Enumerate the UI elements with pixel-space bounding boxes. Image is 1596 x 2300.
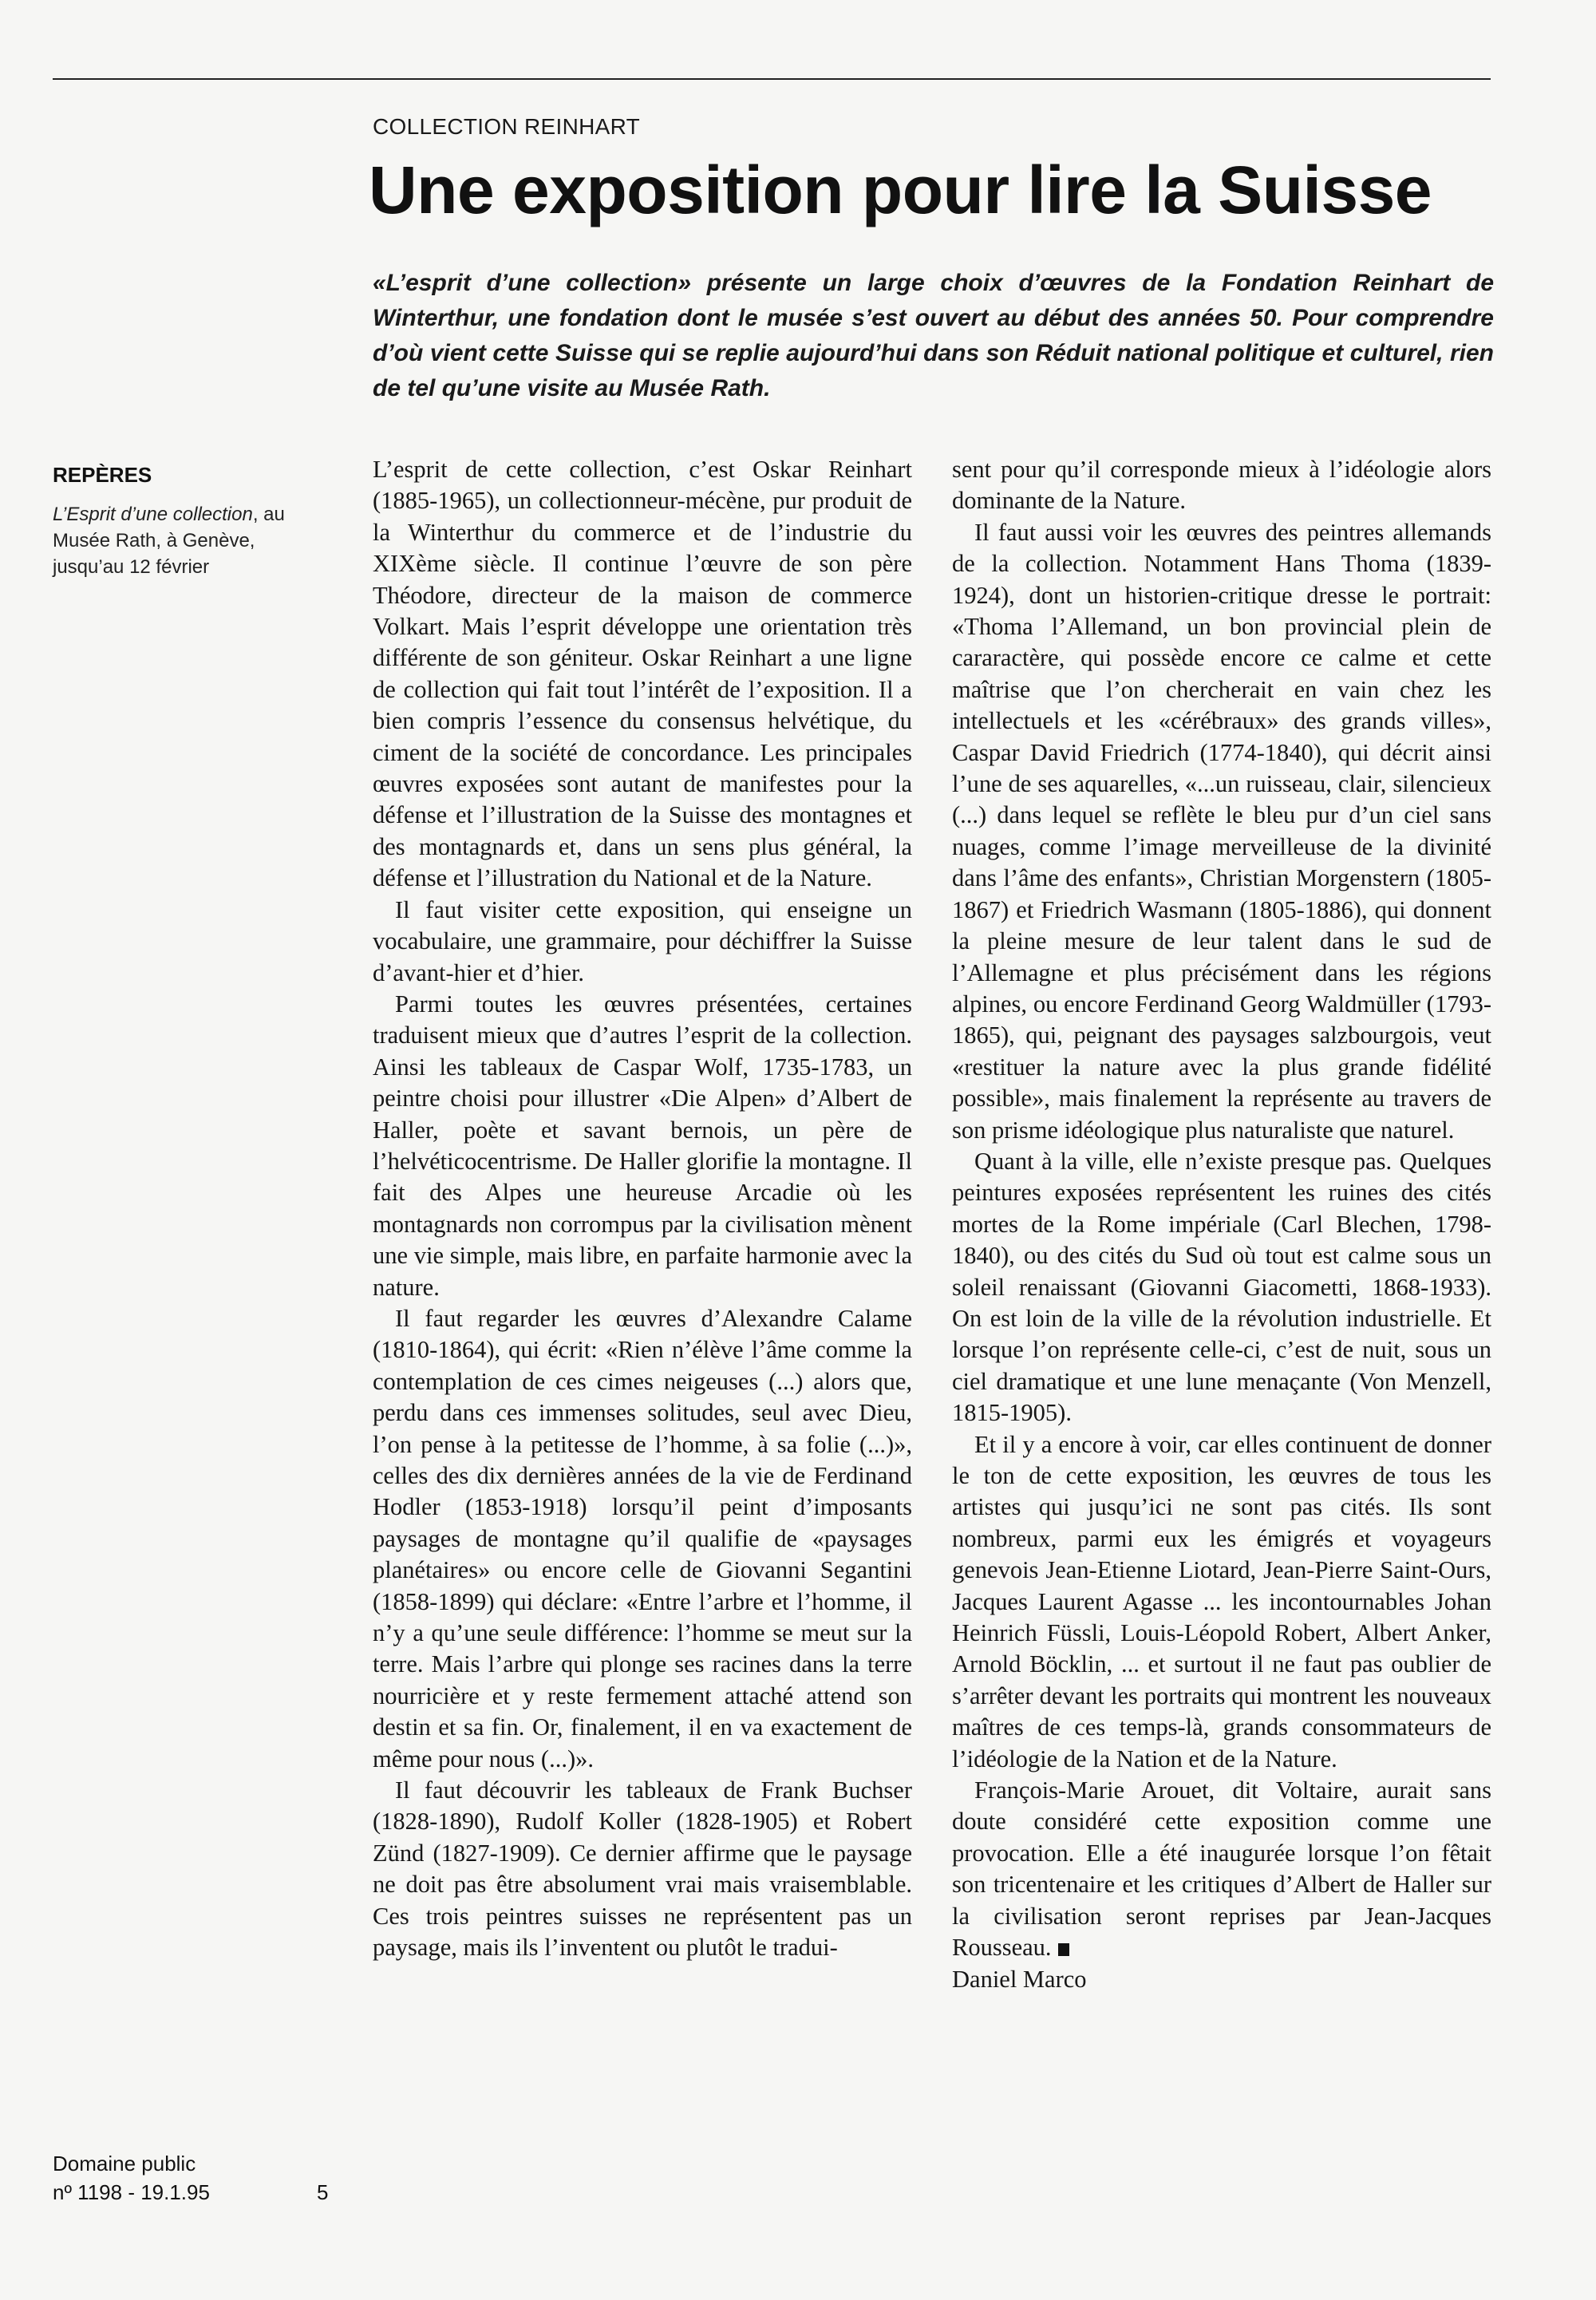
page-number: 5: [317, 2180, 329, 2204]
author-signature: Daniel Marco: [952, 1965, 1087, 1993]
article-title: Une exposition pour lire la Suisse: [369, 152, 1432, 227]
paragraph: Quant à la ville, elle n’existe presque pas. Quelques peintures exposées représentent les ruines des cités mortes de la Rome impériale (Carl Blechen, 1798-1840), ou des cités du Sud où tout est calme sous un soleil renaissant (Giovanni Giacometti, 1868-1933). On est loin de la ville de la révolution industrielle. Et lorsque l’on représente celle-ci, c’est de nuit, sous un ciel dramatique et une lune menaçante (Von Menzell, 1815-1905).: [952, 1147, 1491, 1427]
section-kicker: COLLECTION REINHART: [373, 114, 641, 139]
article-column-1: [373, 454, 912, 1964]
sidebar-note: [53, 501, 328, 580]
final-paragraph: [952, 1775, 1491, 1963]
sidebar-heading: REPÈRES: [53, 463, 152, 487]
article-column-2: [952, 454, 1491, 1995]
paragraph: Parmi toutes les œuvres présentées, certaines traduisent mieux que d’autres l’esprit de la collection. Ainsi les tableaux de Caspar Wolf, 1735-1783, un peintre choisi pour illustrer «Die Alpen» d’Albert de Haller, poète et savant bernois, un père de l’helvéticocentrisme. De Haller glorifie la montagne. Il fait des Alpes une heureuse Arcadie où les montagnards non corrompus par la civilisation mènent une vie simple, mais libre, en parfaite harmonie avec la nature.: [373, 990, 912, 1301]
paragraph: L’esprit de cette collection, c’est Oskar Reinhart (1885-1965), un collectionneur-mécène, pur produit de la Winterthur du commerce et de l’industrie du XIXème siècle. Il continue l’œuvre de son père Théodore, directeur de la maison de commerce Volkart. Mais l’esprit développe une orientation très différente de son géniteur. Oskar Reinhart a une ligne de collection qui fait tout l’intérêt de l’exposition. Il a bien compris l’essence du consensus helvétique, du ciment de la société de concordance. Les principales œuvres exposées sont autant de manifestes pour la défense et l’illustration de la Suisse des montagnes et des montagnards et, dans un sens plus général, la défense et l’illustration du National et de la Nature.: [373, 456, 912, 892]
top-rule: [53, 78, 1491, 80]
final-paragraph-text: François-Marie Arouet, dit Voltaire, aurait sans doute considéré cette exposition comme une provocation. Elle a été inaugurée lorsque l’on fêtait son tricentenaire et les critiques d’Albert de Haller sur la civilisation seront reprises par Jean-Jacques Rousseau.: [952, 1776, 1491, 1962]
paragraph: Il faut découvrir les tableaux de Frank Buchser (1828-1890), Rudolf Koller (1828-1905) et Robert Zünd (1827-1909). Ce dernier affirme que le paysage ne doit pas être absolument vrai mais vraisemblable. Ces trois peintres suisses ne représentent pas un paysage, mais ils l’inventent ou plutôt le tradui-: [373, 1776, 912, 1962]
publication-name: Domaine public: [53, 2152, 196, 2176]
sidebar-note-details: , au Musée Rath, à Genève, jusqu’au 12 février: [53, 504, 285, 578]
paragraph: Et il y a encore à voir, car elles continuent de donner le ton de cette exposition, les œuvres de tous les artistes qui jusqu’ici ne sont pas cités. Ils sont nombreux, parmi eux les émigrés et voyageurs genevois Jean-Etienne Liotard, Jean-Pierre Saint-Ours, Jacques Laurent Agasse ... les incontournables Johan Heinrich Füssli, Louis-Léopold Robert, Albert Anker, Arnold Böcklin, ... et surtout il ne faut pas oublier de s’arrêter devant les portraits qui montrent les nouveaux maîtres de ces temps-là, grands consommateurs de l’idéologie de la Nation et de la Nature.: [952, 1430, 1491, 1772]
paragraph: sent pour qu’il corresponde mieux à l’idéologie alors dominante de la Nature.: [952, 456, 1491, 515]
issue-date: nº 1198 - 19.1.95: [53, 2180, 210, 2204]
article-lede: «L’esprit d’une collection» présente un large choix d’œuvres de la Fondation Reinhart de Winterthur, une fondation dont le musée s’est ouvert au début des années 50. Pour comprendre d’où vient cette Suisse qui se replie aujourd’hui dans son Réduit national politique et culturel, rien de tel qu’une visite au Musée Rath.: [373, 270, 1494, 401]
footer-publication: [53, 2149, 210, 2207]
sidebar-note-title: L’Esprit d’une collection: [53, 504, 253, 525]
end-of-article-icon: [1058, 1943, 1069, 1956]
paragraph: Il faut aussi voir les œuvres des peintres allemands de la collection. Notamment Hans Thoma (1839-1924), dont un historien-critique dresse le portrait: «Thoma l’Allemand, un bon provincial plein de cararactère, qui possède encore ce calme et cette maîtrise que l’on chercherait en vain chez les intellectuels et les «cérébraux» des grands villes», Caspar David Friedrich (1774-1840), qui décrit ainsi l’une de ses aquarelles, «...un ruisseau, clair, silencieux (...) dans lequel se reflète le bleu pur d’un ciel sans nuages, comme l’image merveilleuse de la divinité dans l’âme des enfants», Christian Morgenstern (1805-1867) et Friedrich Wasmann (1805-1886), qui donnent la pleine mesure de leur talent dans le sud de l’Allemagne et plus précisément dans les régions alpines, ou encore Ferdinand Georg Waldmüller (1793-1865), qui, peignant des paysages salzbourgois, veut «restituer la nature avec la plus grande fidélité possible», mais finalement la représente au travers de son prisme idéologique plus naturaliste que naturel.: [952, 518, 1491, 1144]
paragraph: Il faut visiter cette exposition, qui enseigne un vocabulaire, une grammaire, pour déchiffrer la Suisse d’avant-hier et d’hier.: [373, 895, 912, 986]
paragraph: Il faut regarder les œuvres d’Alexandre Calame (1810-1864), qui écrit: «Rien n’élève l’âme comme la contemplation de ces cimes neigeuses (...) alors que, perdu dans ces immenses solitudes, seul avec Dieu, l’on pense à la petitesse de l’homme, à sa folie (...)», celles des dix dernières années de la vie de Ferdinand Hodler (1853-1918) lorsqu’il peint d’imposants paysages de montagne qu’il qualifie de «paysages planétaires» ou encore celle de Giovanni Segantini (1858-1899) qui déclare: «Entre l’arbre et l’homme, il n’y a qu’une seule différence: l’homme se meut sur la terre. Mais l’arbre qui plonge ses racines dans la terre nourricière et y reste fermement attaché attend son destin et sa fin. Or, finalement, il en va exactement de même pour nous (...)».: [373, 1304, 912, 1772]
